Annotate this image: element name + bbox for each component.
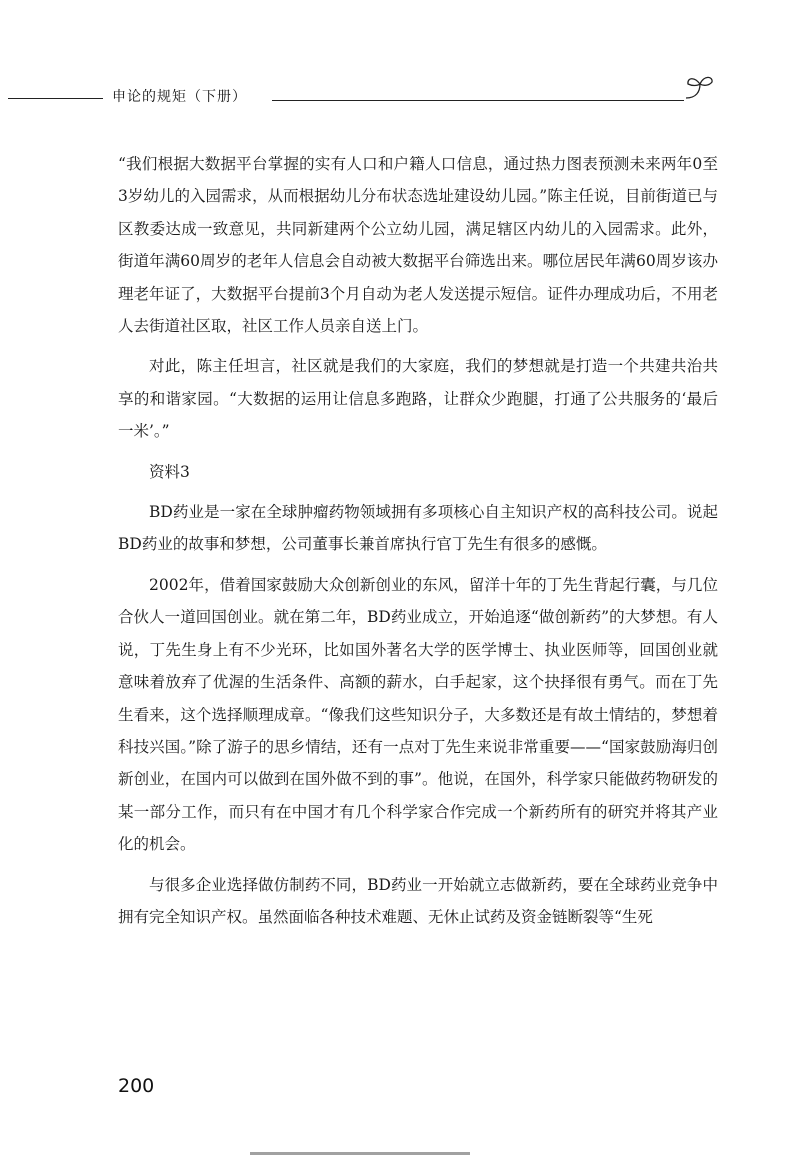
paragraph: “我们根据大数据平台掌握的实有人口和户籍人口信息，通过热力图表预测未来两年0至3岁幼儿的入园需求，从而根据幼儿分布状态选址建设幼儿园。”陈主任说，目前街道已与区教委达成一致意见，共同新建两个公立幼儿园，满足辖区内幼儿的入园需求。此外，街道年满60周岁的老年人信息会自动被大数据平台筛选出来。哪位居民年满60周岁该办理老年证了，大数据平台提前3个月自动为老人发送提示短信。证件办理成功后，不用老人去街道社区取，社区工作人员亲自送上门。 <box>118 155 718 336</box>
body-text <box>118 148 718 941</box>
header-rule-left <box>8 98 103 99</box>
sprout-leaf-icon <box>682 72 716 102</box>
page-number: 200 <box>118 1075 155 1097</box>
scan-artifact <box>250 1152 470 1161</box>
paragraph: 对此，陈主任坦言，社区就是我们的大家庭，我们的梦想就是打造一个共建共治共享的和谐家园。“大数据的运用让信息多跑路，让群众少跑腿，打通了公共服务的‘最后一米’。” <box>118 357 718 441</box>
paragraph: 与很多企业选择做仿制药不同，BD药业一开始就立志做新药，要在全球药业竞争中拥有完全知识产权。虽然面临各种技术难题、无休止试药及资金链断裂等“生死 <box>118 875 718 926</box>
header-rule-right <box>272 100 684 101</box>
paragraph: 2002年，借着国家鼓励大众创新创业的东风，留洋十年的丁先生背起行囊，与几位合伙人一道回国创业。就在第二年，BD药业成立，开始追逐“做创新药”的大梦想。有人说，丁先生身上有不少光环，比如国外著名大学的医学博士、执业医师等，回国创业就意味着放弃了优渥的生活条件、高额的薪水，白手起家，这个抉择很有勇气。而在丁先生看来，这个选择顺理成章。“像我们这些知识分子，大多数还是有故土情结的，梦想着科技兴国。”除了游子的思乡情结，还有一点对丁先生来说非常重要——“国家鼓励海归创新创业，在国内可以做到在国外做不到的事”。他说，在国外，科学家只能做药物研发的某一部分工作，而只有在中国才有几个科学家合作完成一个新药所有的研究并将其产业化的机会。 <box>118 575 718 854</box>
paragraph: BD药业是一家在全球肿瘤药物领域拥有多项核心自主知识产权的高科技公司。说起BD药业的故事和梦想，公司董事长兼首席执行官丁先生有很多的感慨。 <box>118 503 718 554</box>
running-header <box>0 84 720 114</box>
book-title: 申论的规矩（下册） <box>112 89 247 105</box>
section-label: 资料3 <box>149 462 190 481</box>
